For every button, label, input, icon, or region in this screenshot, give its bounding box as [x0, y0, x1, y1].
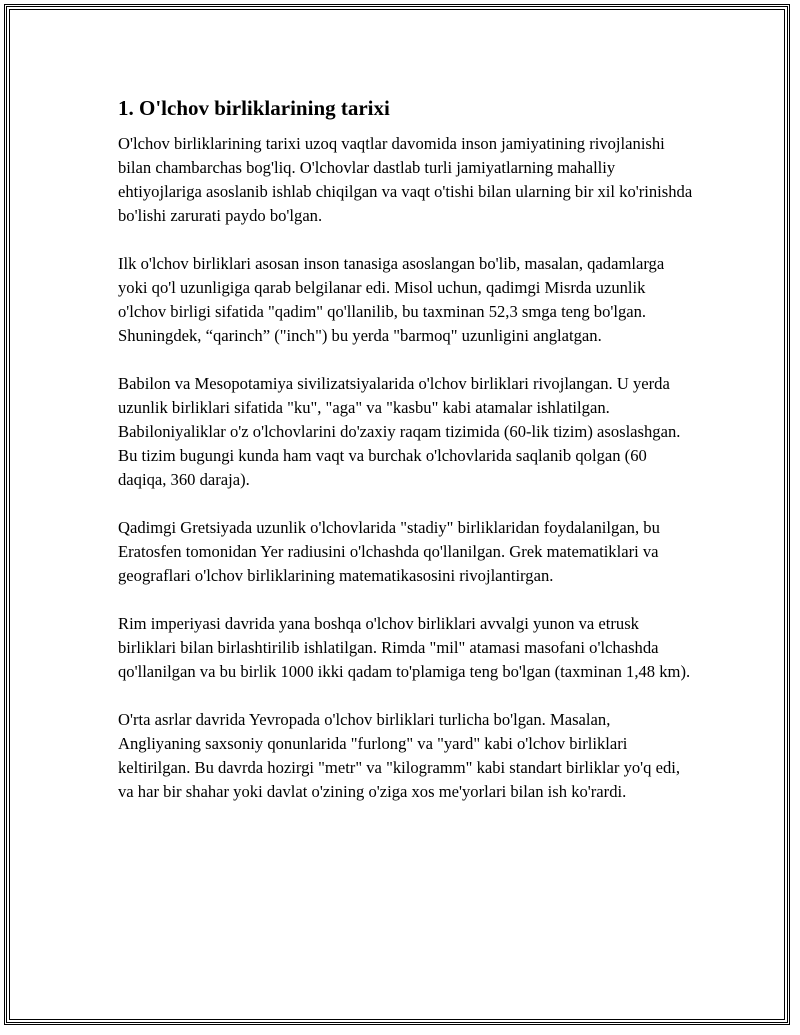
paragraph-4: Qadimgi Gretsiyada uzunlik o'lchovlarida "stadiy" birliklaridan foydalanilgan, bu Eratosfen tomonidan Yer radiusini o'lchashda qo'llanilgan. Grek matematiklari va geograflari o'lchov birliklarining matematikasosini rivojlantirgan.	[118, 518, 660, 585]
document-body	[118, 94, 693, 828]
paragraph-3: Babilon va Mesopotamiya sivilizatsiyalarida o'lchov birliklari rivojlangan. U yerda uzunlik birliklari sifatida "ku", "aga" va "kasbu" kabi atamalar ishlatilgan. Babiloniyaliklar o'z o'lchovlarini do'zaxiy raqam tizimida (60-lik tizim) asoslashgan. Bu tizim bugungi kunda ham vaqt va burchak o'lchovlarida saqlanib qolgan (60 daqiqa, 360 daraja).	[118, 374, 681, 489]
paragraph-2: Ilk o'lchov birliklari asosan inson tanasiga asoslangan bo'lib, masalan, qadamlarga yoki qo'l uzunligiga qarab belgilanar edi. Misol uchun, qadimgi Misrda uzunlik o'lchov birligi sifatida "qadim" qo'llanilib, bu taxminan 52,3 smga teng bo'lgan. Shuningdek, “qarinch” ("inch") bu yerda "barmoq" uzunligini anglatgan.	[118, 254, 665, 345]
section-heading: 1. O'lchov birliklarining tarixi	[118, 96, 390, 120]
paragraph-5: Rim imperiyasi davrida yana boshqa o'lchov birliklari avvalgi yunon va etrusk birliklari bilan birlashtirilib ishlatilgan. Rimda "mil" atamasi masofani o'lchashda qo'llanilgan va bu birlik 1000 ikki qadam to'plamiga teng bo'lgan (taxminan 1,48 km).	[118, 614, 691, 681]
paragraph-1: O'lchov birliklarining tarixi uzoq vaqtlar davomida inson jamiyatining rivojlanishi bilan chambarchas bog'liq. O'lchovlar dastlab turli jamiyatlarning mahalliy ehtiyojlariga asoslanib ishlab chiqilgan va vaqt o'tishi bilan ularning bir xil ko'rinishda bo'lishi zarurati paydo bo'lgan.	[118, 134, 693, 225]
paragraph-6: O'rta asrlar davrida Yevropada o'lchov birliklari turlicha bo'lgan. Masalan, Angliyaning saxsoniy qonunlarida "furlong" va "yard" kabi o'lchov birliklari keltirilgan. Bu davrda hozirgi "metr" va "kilogramm" kabi standart birliklar yo'q edi, va har bir shahar yoki davlat o'zining o'ziga xos me'yorlari bilan ish ko'rardi.	[118, 710, 681, 801]
